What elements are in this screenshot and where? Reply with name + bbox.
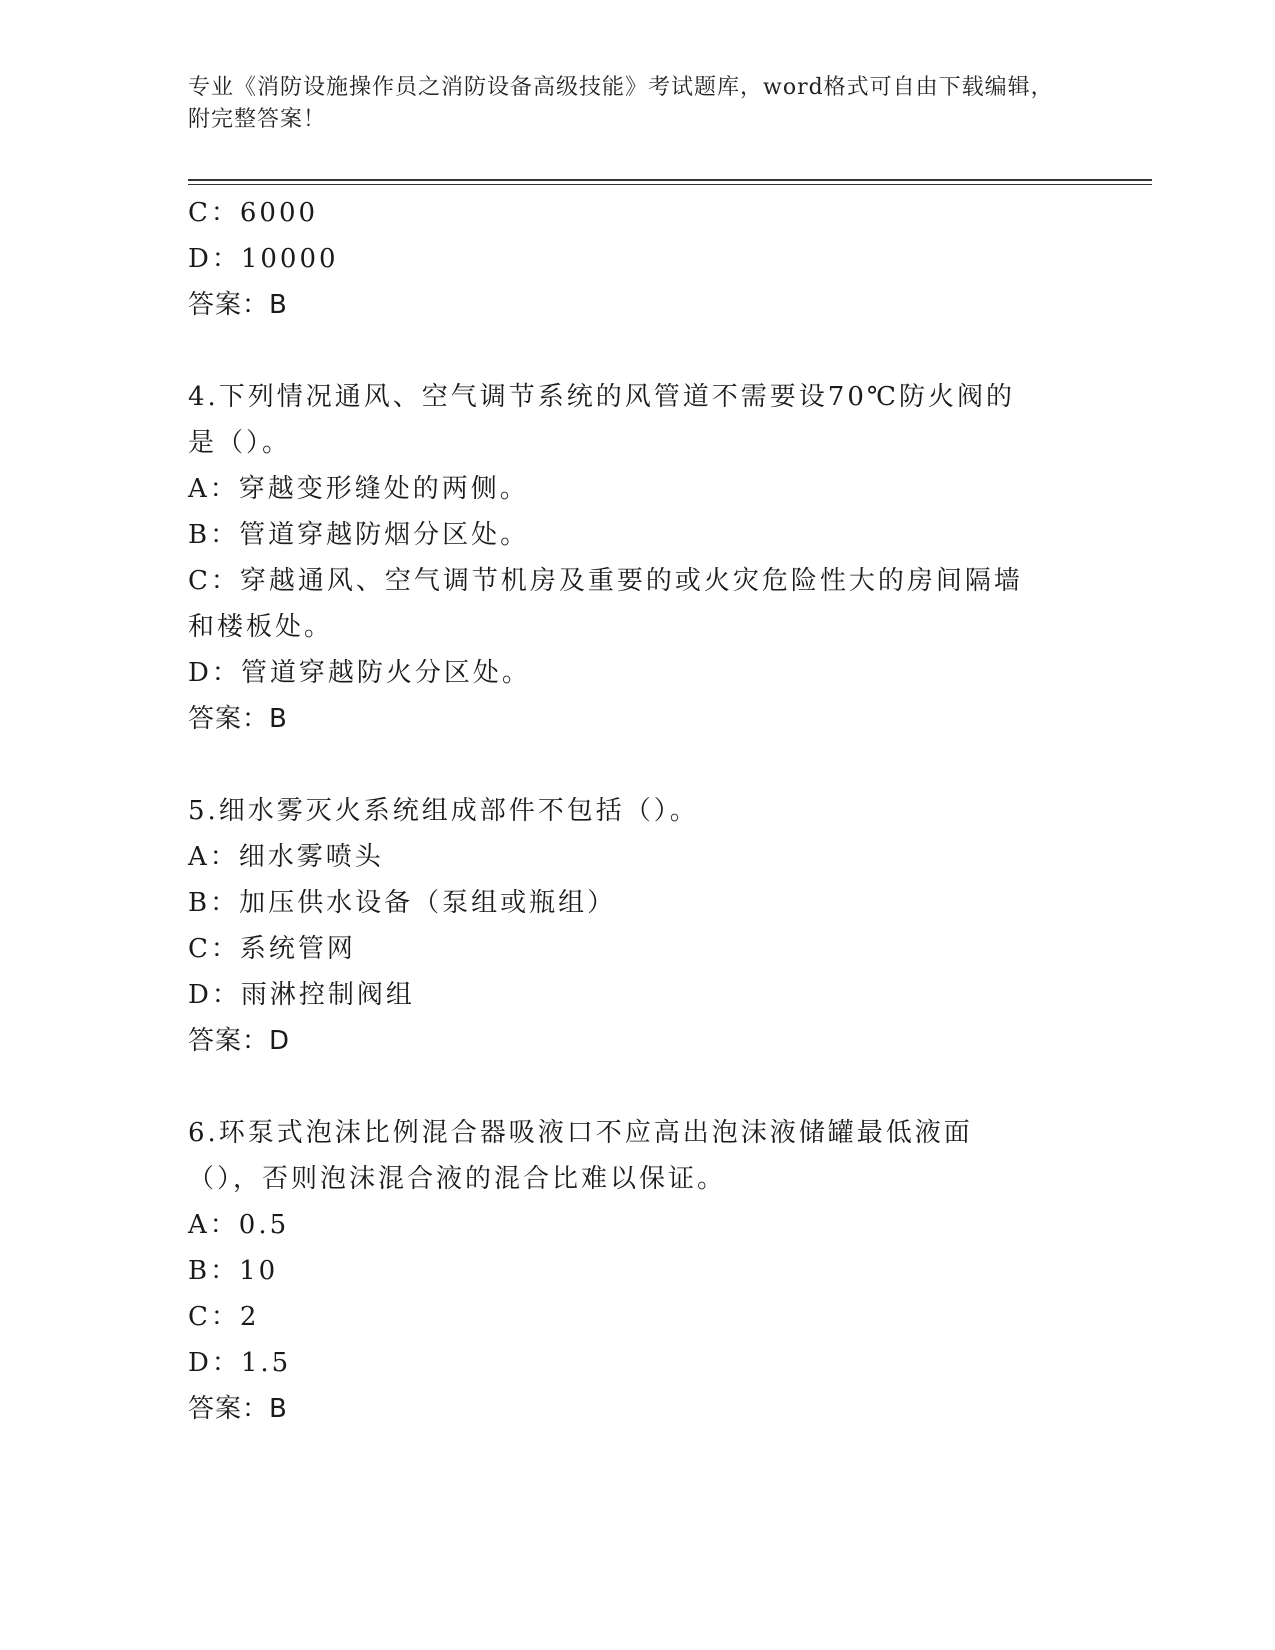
question-6 (188, 1110, 1088, 1432)
document-body (188, 190, 1088, 1432)
option-a: A：穿越变形缝处的两侧。 (188, 474, 529, 504)
question-stem: 4.下列情况通风、空气调节系统的风管道不需要设70℃防火阀的是（）。 (188, 382, 1015, 458)
option-c: C：系统管网 (188, 934, 356, 964)
header-rule-thick (188, 179, 1152, 181)
spacer (188, 328, 1088, 374)
option-d: D：管道穿越防火分区处。 (188, 658, 531, 688)
spacer (188, 1064, 1088, 1110)
question-4 (188, 374, 1088, 742)
spacer (188, 742, 1088, 788)
option-b: B：加压供水设备（泵组或瓶组） (188, 888, 617, 918)
page-header (188, 72, 1068, 136)
option-b: B：管道穿越防烟分区处。 (188, 520, 530, 550)
answer-line: 答案：B (188, 704, 288, 734)
question-stem: 6.环泵式泡沫比例混合器吸液口不应高出泡沫液储罐最低液面（），否则泡沫混合液的混合比难以保证。 (188, 1118, 973, 1194)
option-c: C：穿越通风、空气调节机房及重要的或火灾危险性大的房间隔墙和楼板处。 (188, 566, 1023, 642)
answer-line: 答案：B (188, 290, 288, 320)
option-b: B：10 (188, 1256, 279, 1286)
question-5 (188, 788, 1088, 1064)
option-c: C：2 (188, 1302, 260, 1332)
option-a: A：细水雾喷头 (188, 842, 384, 872)
option-d: D：雨淋控制阀组 (188, 980, 415, 1010)
question-stem: 5.细水雾灭火系统组成部件不包括（）。 (188, 796, 699, 826)
option-c: C：6000 (188, 198, 319, 228)
option-d: D：1.5 (188, 1348, 292, 1378)
question-3-continued (188, 190, 1088, 328)
option-a: A：0.5 (188, 1210, 290, 1240)
answer-line: 答案：D (188, 1026, 291, 1056)
option-d: D：10000 (188, 244, 339, 274)
answer-line: 答案：B (188, 1394, 288, 1424)
header-rule-thin (188, 184, 1152, 185)
header-text: 专业《消防设施操作员之消防设备高级技能》考试题库，word格式可自由下载编辑，附完整答案！ (188, 75, 1054, 132)
